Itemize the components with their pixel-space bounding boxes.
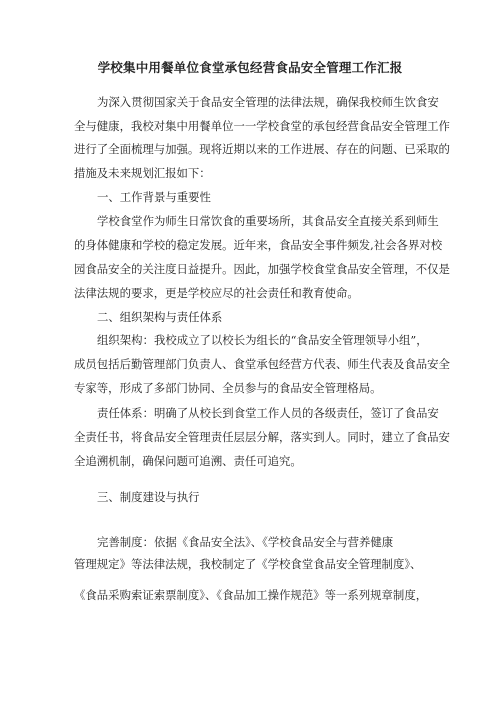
- document-title: 学校集中用餐单位食堂承包经营食品安全管理工作汇报: [97, 60, 403, 75]
- text-line: 进行了全面梳理与加强。现将近期以来的工作进展、存在的问题、已采取的: [74, 142, 450, 156]
- text-line: 园食品安全的关注度日益提升。因此，加强学校食堂食品安全管理，不仅是: [74, 262, 450, 276]
- text-line: 完善制度：依据《食品安全法》、《学校食品安全与营养健康: [97, 535, 394, 549]
- section-heading: 二、组织架构与责任体系: [97, 310, 223, 324]
- text-line: 法律法规的要求，更是学校应尽的社会责任和教育使命。: [74, 286, 359, 300]
- text-line: 全责任书，将食品安全管理责任层层分解，落实到人。同时，建立了食品安: [74, 430, 450, 444]
- text-line: 管理规定》等法律法规，我校制定了《学校食堂食品安全管理制度》、: [74, 557, 422, 571]
- text-line: 的身体健康和学校的稳定发展。近年来，食品安全事件频发,社会各界对校: [74, 238, 443, 252]
- text-line: 全与健康，我校对集中用餐单位一一学校食堂的承包经营食品安全管理工作: [74, 119, 450, 133]
- text-line: 组织架构：我校成立了以校长为组长的“食品安全管理领导小组”，: [97, 333, 428, 347]
- text-line: 责任体系：明确了从校长到食堂工作人员的各级责任，签订了食品安: [97, 406, 439, 420]
- text-line: 为深入贯彻国家关于食品安全管理的法律法规，确保我校师生饮食安: [97, 95, 439, 109]
- text-line: 成员包括后勤管理部门负责人、食堂承包经营方代表、师生代表及食品安全: [74, 357, 450, 371]
- text-line: 全追溯机制，确保问题可追溯、责任可追究。: [74, 454, 302, 468]
- text-line: 学校食堂作为师生日常饮食的重要场所，其食品安全直接关系到师生: [97, 214, 439, 228]
- section-heading: 一、工作背景与重要性: [97, 190, 211, 204]
- section-heading: 三、制度建设与执行: [97, 490, 200, 504]
- text-line: 专家等，形成了多部门协同、全员参与的食品安全管理格局。: [74, 381, 382, 395]
- text-line: 《食品采购索证索票制度》、《食品加工操作规范》等一系列规章制度，: [74, 588, 428, 602]
- text-line: 措施及未来规划汇报如下：: [74, 166, 211, 180]
